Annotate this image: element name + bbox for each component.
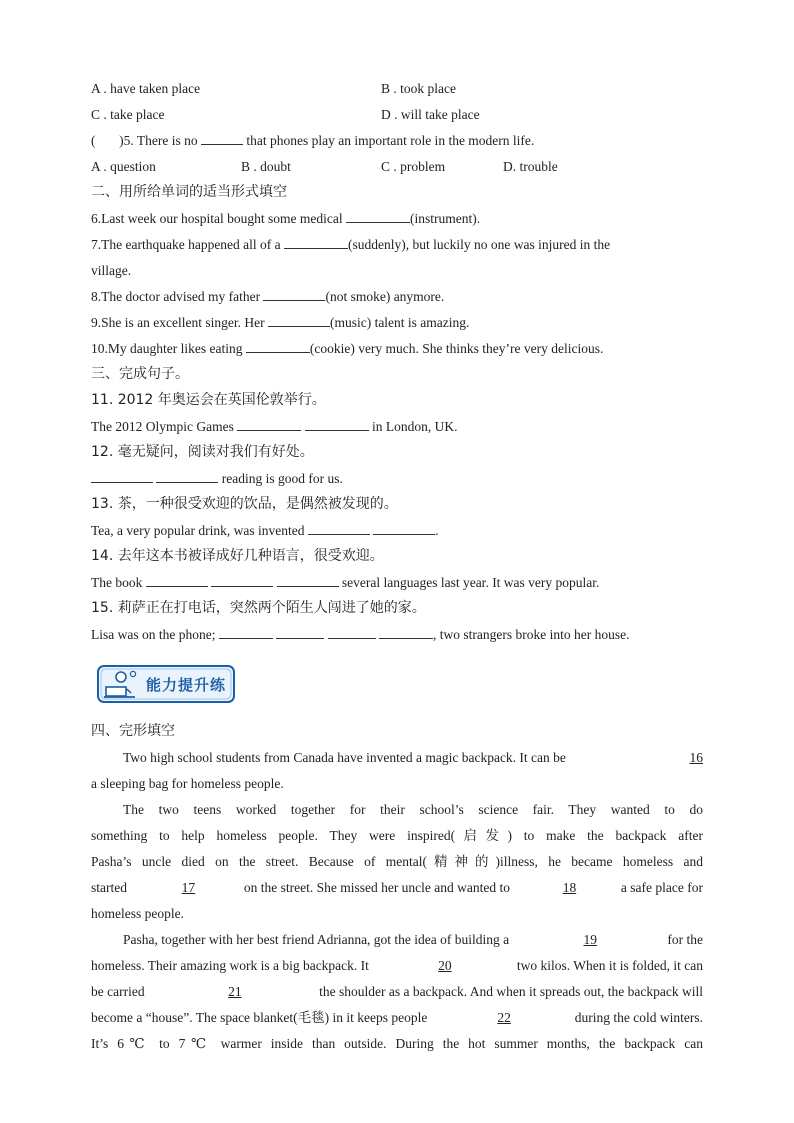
passage-line (91, 982, 703, 1002)
passage-text: the shoulder as a backpack. And when it spreads out, the backpack will (319, 984, 703, 999)
question-15 (91, 625, 629, 645)
question-5 (91, 131, 534, 151)
passage-text: Two high school students from Canada have invented a magic backpack. It can be (123, 750, 566, 765)
option-c: C . take place (91, 107, 165, 122)
blank-18[interactable]: 18 (562, 880, 577, 895)
answer-blank[interactable] (91, 469, 153, 483)
passage-line: a sleeping bag for homeless people. (91, 776, 284, 791)
q7-post: (suddenly), but luckily no one was injured in the (348, 237, 611, 252)
passage-line: homeless people. (91, 906, 184, 921)
q5-option-b: B . doubt (241, 159, 291, 174)
answer-blank[interactable] (373, 521, 435, 535)
passage-line (91, 1008, 703, 1028)
blank-16[interactable]: 16 (689, 750, 703, 765)
q11-chinese: 11. 2012 年奥运会在英国伦敦举行。 (91, 392, 326, 408)
passage-line: Pasha’s uncle died on the street. Because of mental(精神的)illness, he became homeless and (91, 854, 703, 869)
q10-post: (cookie) very much. She thinks they’re very delicious. (309, 341, 604, 356)
passage-text: become a “house”. The space blanket(毛毯) in it keeps people (91, 1010, 428, 1025)
answer-blank[interactable] (156, 469, 218, 483)
q7-pre: 7.The earthquake happened all of a (91, 237, 281, 252)
option-a: A . have taken place (91, 81, 201, 96)
passage-line (91, 878, 703, 898)
answer-blank[interactable] (284, 235, 348, 249)
q9-pre: 9.She is an excellent singer. Her (91, 315, 265, 330)
question-12 (91, 469, 343, 489)
answer-blank[interactable] (201, 131, 243, 145)
q12-post: reading is good for us. (221, 471, 343, 486)
q7-continuation: village. (91, 263, 132, 278)
q13-post: . (435, 523, 439, 538)
passage-line (91, 956, 703, 976)
q15-chinese: 15. 莉萨正在打电话，突然两个陌生人闯进了她的家。 (91, 600, 426, 616)
q15-pre: Lisa was on the phone; (91, 627, 216, 642)
question-7 (91, 235, 703, 255)
q14-post: several languages last year. It was very popular. (341, 575, 600, 590)
passage-text: during the cold winters. (574, 1010, 703, 1025)
answer-blank[interactable] (308, 521, 370, 535)
blank-19[interactable]: 19 (583, 932, 598, 947)
q11-pre: The 2012 Olympic Games (91, 419, 234, 434)
option-d: D . will take place (381, 107, 480, 122)
blank-20[interactable]: 20 (438, 958, 452, 973)
passage-text: on the street. She missed her uncle and wanted to (243, 880, 511, 895)
q12-chinese: 12. 毫无疑问，阅读对我们有好处。 (91, 444, 314, 460)
passage-text: started (91, 880, 127, 895)
passage-line: The two teens worked together for their school’s science fair. They wanted to do (123, 802, 703, 817)
blank-17[interactable]: 17 (181, 880, 196, 895)
answer-blank[interactable] (277, 573, 339, 587)
q14-chinese: 14. 去年这本书被译成好几种语言，很受欢迎。 (91, 548, 384, 564)
q15-post: , two strangers broke into her house. (432, 627, 630, 642)
section-4-heading: 四、完形填空 (91, 723, 175, 739)
q5-option-c: C . problem (381, 159, 446, 174)
passage-text: a safe place for (620, 880, 703, 895)
section-badge (97, 663, 237, 705)
answer-blank[interactable] (263, 287, 325, 301)
q5-stem-pre: ( )5. There is no (91, 133, 198, 148)
answer-blank[interactable] (305, 417, 369, 431)
q5-option-d: D. trouble (503, 159, 558, 174)
question-10 (91, 339, 603, 359)
passage-line: It’s 6℃ to 7℃ warmer inside than outside. During the hot summer months, the backpack can (91, 1036, 703, 1051)
q6-post: (instrument). (409, 211, 481, 226)
q9-post: (music) talent is amazing. (329, 315, 470, 330)
passage-line: something to help homeless people. They were inspired(启发) to make the backpack after (91, 828, 703, 843)
q13-chinese: 13. 茶，一种很受欢迎的饮品，是偶然被发现的。 (91, 496, 398, 512)
passage-text: be carried (91, 984, 145, 999)
q5-stem-post: that phones play an important role in the modern life. (246, 133, 535, 148)
q5-option-a: A . question (91, 159, 156, 174)
option-b: B . took place (381, 81, 456, 96)
passage-text: Pasha, together with her best friend Adrianna, got the idea of building a (123, 932, 510, 947)
answer-blank[interactable] (219, 625, 273, 639)
q13-pre: Tea, a very popular drink, was invented (91, 523, 305, 538)
passage-text: two kilos. When it is folded, it can (516, 958, 703, 973)
question-8 (91, 287, 444, 307)
blank-22[interactable]: 22 (497, 1010, 511, 1025)
q8-pre: 8.The doctor advised my father (91, 289, 261, 304)
question-6 (91, 209, 480, 229)
section-2-heading: 二、用所给单词的适当形式填空 (91, 184, 287, 200)
answer-blank[interactable] (379, 625, 433, 639)
passage-line (123, 930, 703, 950)
answer-blank[interactable] (211, 573, 273, 587)
question-14 (91, 573, 599, 593)
answer-blank[interactable] (328, 625, 376, 639)
q14-pre: The book (91, 575, 143, 590)
answer-blank[interactable] (346, 209, 410, 223)
blank-21[interactable]: 21 (228, 984, 242, 999)
question-11 (91, 417, 457, 437)
answer-blank[interactable] (246, 339, 310, 353)
answer-blank[interactable] (268, 313, 330, 327)
question-9 (91, 313, 469, 333)
answer-blank[interactable] (146, 573, 208, 587)
q6-pre: 6.Last week our hospital bought some medical (91, 211, 343, 226)
q8-post: (not smoke) anymore. (325, 289, 445, 304)
q11-post: in London, UK. (371, 419, 458, 434)
q10-pre: 10.My daughter likes eating (91, 341, 243, 356)
question-13 (91, 521, 439, 541)
passage-text: for the (667, 932, 703, 947)
answer-blank[interactable] (276, 625, 324, 639)
badge-label: 能力提升练 (146, 676, 227, 694)
section-3-heading: 三、完成句子。 (91, 366, 189, 382)
passage-text: homeless. Their amazing work is a big backpack. It (91, 958, 369, 973)
answer-blank[interactable] (237, 417, 301, 431)
passage-line (123, 748, 703, 768)
